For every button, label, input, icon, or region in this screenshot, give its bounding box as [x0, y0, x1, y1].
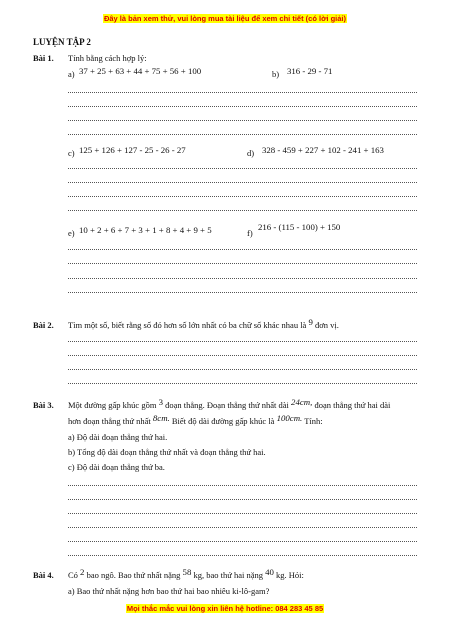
bai3-label: Bài 3.: [33, 400, 54, 410]
answer-line: [68, 278, 417, 279]
footer-banner: Mọi thắc mắc vui lòng xin liên hệ hotline: 084 283 45 85: [126, 604, 324, 613]
answer-line: [68, 555, 417, 556]
answer-line: [68, 249, 417, 250]
answer-line: [68, 182, 417, 183]
bai2-text: Tìm một số, biết rằng số đó hơn số lớn nhất có ba chữ số khác nhau là 9 đơn vị.: [68, 317, 339, 330]
bai1-a-expr: 37 + 25 + 63 + 44 + 75 + 56 + 100: [79, 66, 202, 76]
answer-line: [68, 120, 417, 121]
answer-line: [68, 341, 417, 342]
bai1-b-label: b): [272, 69, 280, 79]
section-title: LUYỆN TẬP 2: [33, 37, 91, 47]
bai1-c-expr: 125 + 126 + 127 - 25 - 26 - 27: [79, 145, 186, 155]
bai1-f-label: f): [247, 228, 253, 238]
bai1-e-label: e): [68, 228, 75, 238]
answer-line: [68, 210, 417, 211]
answer-line: [68, 263, 417, 264]
bai3-question-b: b) Tổng độ dài đoạn thẳng thứ nhất và đoạn thẳng thứ hai.: [68, 447, 266, 457]
bai1-e-expr: 10 + 2 + 6 + 7 + 3 + 1 + 8 + 4 + 9 + 5: [79, 225, 212, 235]
bai1-d-label: d): [247, 148, 255, 158]
bai1-a-label: a): [68, 69, 75, 79]
answer-line: [68, 168, 417, 169]
answer-line: [68, 92, 417, 93]
answer-line: [68, 355, 417, 356]
bai4-question-a: a) Bao thứ nhất nặng hơn bao thứ hai bao nhiêu ki-lô-gam?: [68, 586, 270, 596]
answer-line: [68, 527, 417, 528]
answer-line: [68, 499, 417, 500]
bai1-f-expr: 216 - (115 - 100) + 150: [258, 222, 341, 232]
bai3-question-c: c) Độ dài đoạn thẳng thứ ba.: [68, 462, 165, 472]
answer-line: [68, 134, 417, 135]
bai1-instruction: Tính bằng cách hợp lý:: [68, 53, 147, 63]
header-banner: Đây là bản xem thử, vui lòng mua tài liệu để xem chi tiết (có lời giải): [103, 14, 347, 23]
bai4-text: Có 2 bao ngô. Bao thứ nhất nặng 58 kg, bao thứ hai nặng 40 kg. Hỏi:: [68, 567, 304, 580]
bai1-d-expr: 328 - 459 + 227 + 102 - 241 + 163: [262, 145, 384, 155]
bai3-line1: Một đường gấp khúc gồm 3 đoạn thẳng. Đoạn thẳng thứ nhất dài 24cm, đoạn thẳng thứ hai dài: [68, 397, 391, 410]
answer-line: [68, 292, 417, 293]
answer-line: [68, 513, 417, 514]
answer-line: [68, 106, 417, 107]
answer-line: [68, 485, 417, 486]
answer-line: [68, 196, 417, 197]
answer-line: [68, 369, 417, 370]
bai3-question-a: a) Độ dài đoạn thẳng thứ hai.: [68, 432, 168, 442]
bai2-label: Bài 2.: [33, 320, 54, 330]
bai3-line2: hơn đoạn thẳng thứ nhất 8cm. Biết độ dài đường gấp khúc là 100cm. Tính:: [68, 413, 323, 426]
answer-line: [68, 383, 417, 384]
bai1-c-label: c): [68, 148, 75, 158]
bai4-label: Bài 4.: [33, 570, 54, 580]
bai1-label: Bài 1.: [33, 53, 54, 63]
bai1-b-expr: 316 - 29 - 71: [287, 66, 333, 76]
answer-line: [68, 541, 417, 542]
